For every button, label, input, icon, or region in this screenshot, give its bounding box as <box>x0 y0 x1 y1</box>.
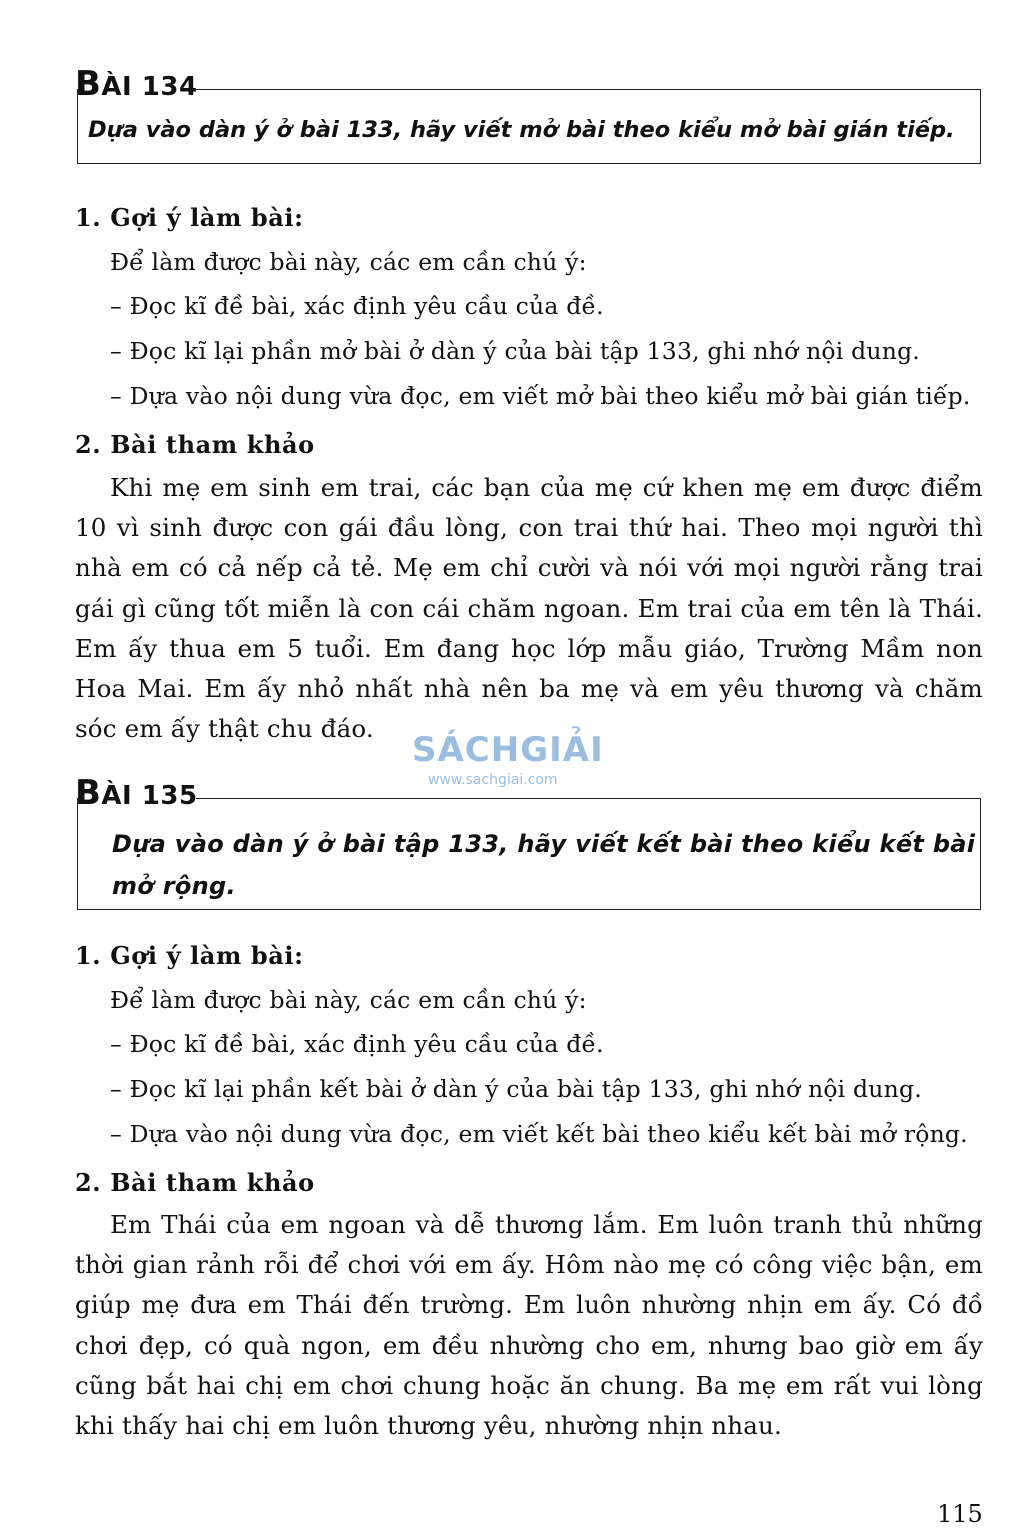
sachgiai-watermark <box>412 730 604 788</box>
bai-134-guide-line: – Dựa vào nội dung vừa đọc, em viết mở bài theo kiểu mở bài gián tiếp. <box>110 382 971 410</box>
bai-135-guide-line: – Dựa vào nội dung vừa đọc, em viết kết bài theo kiểu kết bài mở rộng. <box>110 1120 968 1148</box>
bai-135-guide-line: – Đọc kĩ lại phần kết bài ở dàn ý của bài tập 133, ghi nhớ nội dung. <box>110 1075 922 1103</box>
watermark-logo-text: SÁCHGIẢI <box>412 730 604 770</box>
bai-135-heading-text: ÀI 135 <box>101 781 198 811</box>
bai-135-guide-title: 1. Gợi ý làm bài: <box>75 941 304 970</box>
bai-134-guide-line: – Đọc kĩ đề bài, xác định yêu cầu của đề. <box>110 292 604 320</box>
bai-134-guide-line: – Đọc kĩ lại phần mở bài ở dàn ý của bài tập 133, ghi nhớ nội dung. <box>110 337 920 365</box>
bai-135-prompt-box <box>77 798 981 910</box>
bai-135-reference-title: 2. Bài tham khảo <box>75 1168 315 1197</box>
bai-135-guide-line: – Đọc kĩ đề bài, xác định yêu cầu của đề. <box>110 1030 604 1058</box>
bai-134-reference-title: 2. Bài tham khảo <box>75 430 315 459</box>
bai-134-heading-text: ÀI 134 <box>101 72 198 102</box>
bai-135-reference-text: Em Thái của em ngoan và dễ thương lắm. Em luôn tranh thủ những thời gian rảnh rỗi để chơi với em ấy. Hôm nào mẹ có công việc bận, em giúp mẹ đưa em Thái đến trường. Em luôn nhường nhịn em ấy. Có đồ chơi đẹp, có quà ngon, em đều nhường cho em, nhưng bao giờ em ấy cũng bắt hai chị em chơi chung hoặc ăn chung. Ba mẹ em rất vui lòng khi thấy hai chị em luôn thương yêu, nhường nhịn nhau. <box>75 1210 983 1441</box>
bai-134-heading-initial: B <box>75 64 102 104</box>
bai-135-prompt-line-1: Dựa vào dàn ý ở bài tập 133, hãy viết kết bài theo kiểu kết bài <box>112 830 976 858</box>
bai-135-prompt-line-2: mở rộng. <box>112 872 236 900</box>
bai-134-guide-line: Để làm được bài này, các em cần chú ý: <box>110 248 587 276</box>
bai-135-heading-initial: B <box>75 773 102 813</box>
bai-134-reference-text: Khi mẹ em sinh em trai, các bạn của mẹ cứ khen mẹ em được điểm 10 vì sinh được con gái đầu lòng, con trai thứ hai. Theo mọi người thì nhà em có cả nếp cả tẻ. Mẹ em chỉ cười và nói với mọi người rằng trai gái gì cũng tốt miễn là con cái chăm ngoan. Em trai của em tên là Thái. Em ấy thua em 5 tuổi. Em đang học lớp mẫu giáo, Trường Mầm non Hoa Mai. Em ấy nhỏ nhất nhà nên ba mẹ và em yêu thương và chăm sóc em ấy thật chu đáo. <box>75 473 983 744</box>
bai-134-guide-title: 1. Gợi ý làm bài: <box>75 203 304 232</box>
page-number: 115 <box>937 1500 983 1528</box>
bai-135-guide-line: Để làm được bài này, các em cần chú ý: <box>110 986 587 1014</box>
bai-134-prompt: Dựa vào dàn ý ở bài 133, hãy viết mở bài theo kiểu mở bài gián tiếp. <box>88 117 955 143</box>
watermark-url: www.sachgiai.com <box>428 772 558 788</box>
bai-134-prompt-box <box>77 89 981 164</box>
